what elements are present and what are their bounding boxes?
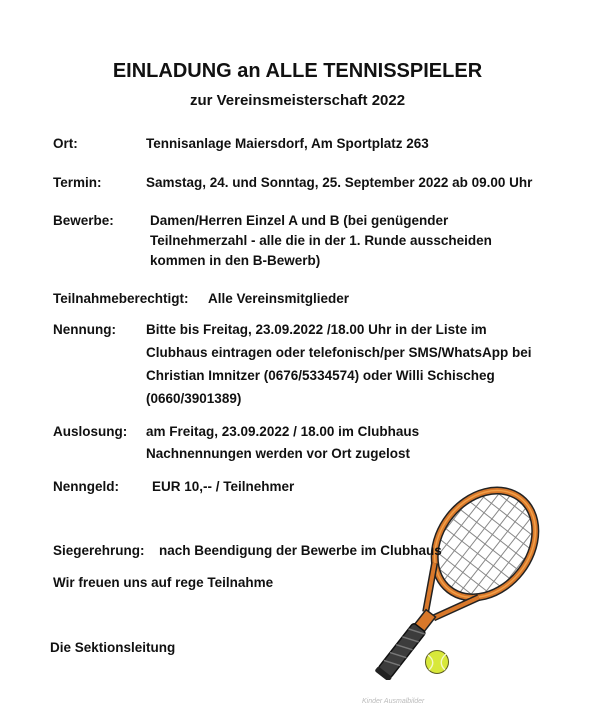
- nennung-line: Bitte bis Freitag, 23.09.2022 /18.00 Uhr in der Liste im: [146, 322, 487, 337]
- nenngeld-value: EUR 10,-- / Teilnehmer: [152, 479, 295, 494]
- auslosung-label: Auslosung:: [53, 424, 128, 439]
- termin-label: Termin:: [53, 175, 102, 190]
- illustration-credit: Kinder Ausmalbilder: [362, 698, 425, 705]
- ort-label: Ort:: [53, 136, 78, 151]
- nenngeld-label: Nenngeld:: [53, 479, 119, 494]
- auslosung-line: Nachnennungen werden vor Ort zugelost: [146, 446, 411, 461]
- page-subtitle: zur Vereinsmeisterschaft 2022: [189, 92, 406, 109]
- teilnahme-value: Alle Vereinsmitglieder: [208, 291, 350, 306]
- ort-value: Tennisanlage Maiersdorf, Am Sportplatz 263: [146, 136, 429, 151]
- siegerehrung-value: nach Beendigung der Bewerbe im Clubhaus: [159, 543, 442, 558]
- bewerbe-line: Teilnehmerzahl - alle die in der 1. Runde ausscheiden: [150, 233, 492, 248]
- nennung-line: Christian Imnitzer (0676/5334574) oder Willi Schischeg: [146, 368, 495, 383]
- tennis-ball-icon: [424, 649, 450, 675]
- siegerehrung-label: Siegerehrung:: [53, 543, 145, 558]
- closing-text: Wir freuen uns auf rege Teilnahme: [53, 575, 274, 590]
- page-title: EINLADUNG an ALLE TENNISSPIELER: [112, 60, 483, 82]
- nennung-line: Clubhaus eintragen oder telefonisch/per SMS/WhatsApp bei: [146, 345, 532, 360]
- signature: Die Sektionsleitung: [50, 640, 176, 655]
- bewerbe-line: Damen/Herren Einzel A und B (bei genügender: [150, 213, 449, 228]
- nennung-label: Nennung:: [53, 322, 116, 337]
- teilnahme-label: Teilnahmeberechtigt:: [53, 291, 189, 306]
- termin-value: Samstag, 24. und Sonntag, 25. September 2022 ab 09.00 Uhr: [146, 175, 533, 190]
- auslosung-line: am Freitag, 23.09.2022 / 18.00 im Clubhaus: [146, 424, 420, 439]
- tennis-racket-icon: [345, 480, 575, 680]
- bewerbe-line: kommen in den B-Bewerb): [150, 253, 321, 268]
- nennung-line: (0660/3901389): [146, 391, 242, 406]
- bewerbe-label: Bewerbe:: [53, 213, 114, 228]
